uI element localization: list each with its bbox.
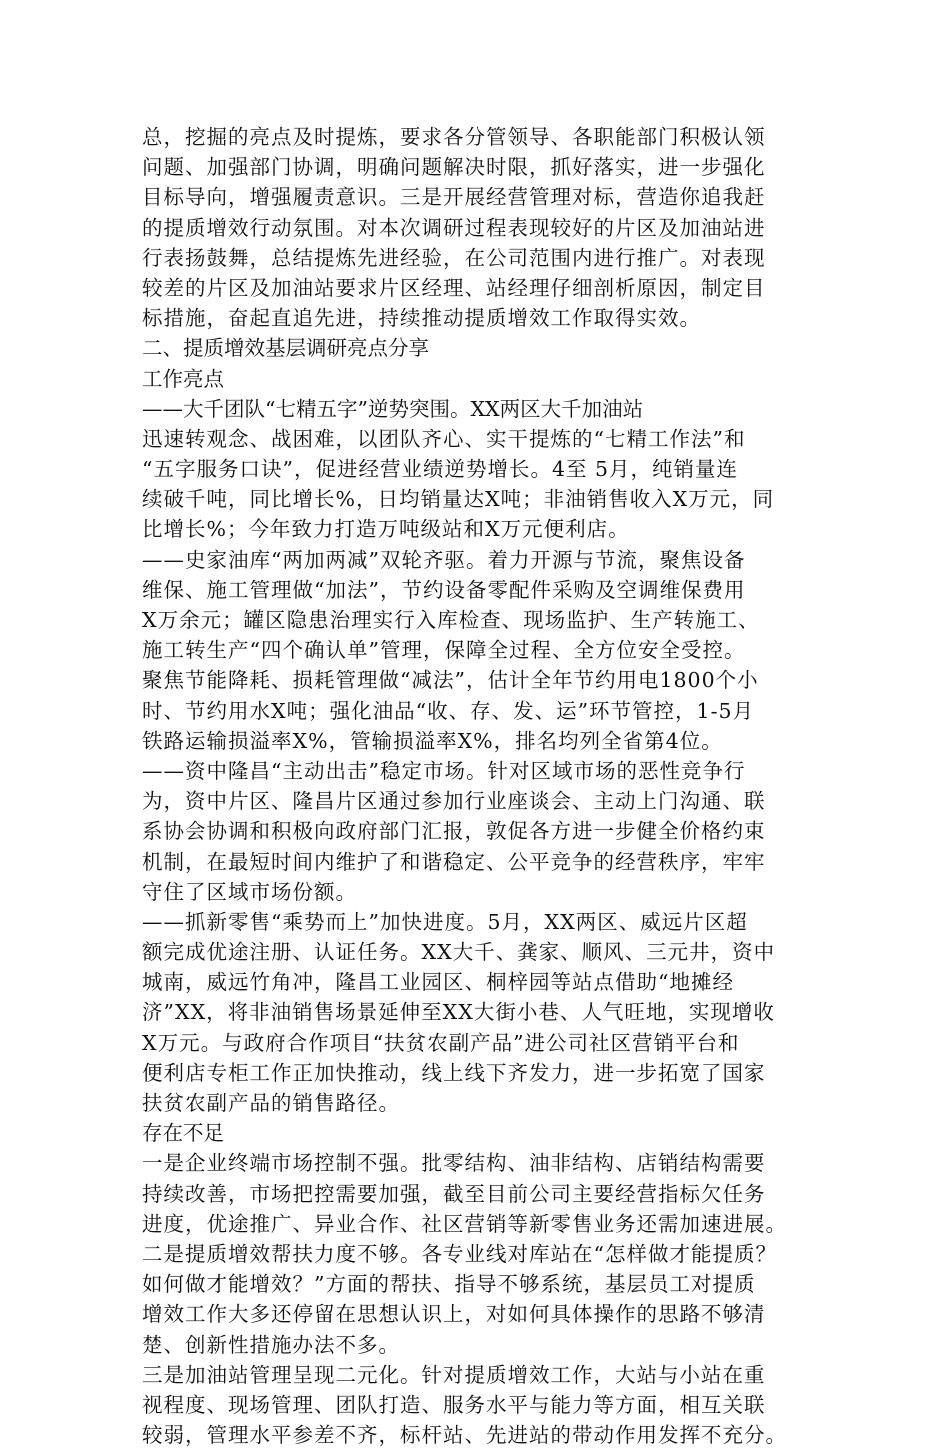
text-line: 系协会协调和积极向政府部门汇报，敦促各方进一步健全价格约束 [142,819,766,844]
subsection-heading: 工作亮点 [142,366,224,391]
text-line: 如何做才能增效？”方面的帮扶、指导不够系统，基层员工对提质 [142,1272,756,1297]
text-line: 一是企业终端市场控制不强。批零结构、油非结构、店销结构需要 [142,1151,766,1176]
text-line: 行表扬鼓舞，总结提炼先进经验，在公司范围内进行推广。对表现 [142,245,766,270]
text-line: 楚、创新性措施办法不多。 [142,1332,400,1357]
text-line: ——资中隆昌“主动出击”稳定市场。针对区域市场的恶性竞争行 [142,758,746,783]
text-line: 持续改善，市场把控需要加强，截至目前公司主要经营指标欠任务 [142,1181,766,1206]
text-line: ——抓新零售“乘势而上”加快进度。5月，XX两区、威远片区超 [142,909,748,934]
text-line: 为，资中片区、隆昌片区通过参加行业座谈会、主动上门沟通、联 [142,789,766,814]
text-line: 比增长%；今年致力打造万吨级站和X万元便利店。 [142,517,630,542]
text-line: 问题、加强部门协调，明确问题解决时限，抓好落实，进一步强化 [142,155,766,180]
subsection-heading: 存在不足 [142,1121,224,1146]
section-heading: 二、提质增效基层调研亮点分享 [142,336,429,361]
text-line: 聚焦节能降耗、损耗管理做“减法”，估计全年节约用电1800个小 [142,668,759,693]
text-line: 续破千吨，同比增长%，日均销量达X吨；非油销售收入X万元，同 [142,487,775,512]
text-line: 的提质增效行动氛围。对本次调研过程表现较好的片区及加油站进 [142,215,766,240]
text-line: X万元。与政府合作项目“扶贫农副产品”进公司社区营销平台和 [142,1030,740,1055]
text-line: 济”XX，将非油销售场景延伸至XX大街小巷、人气旺地，实现增收 [142,1000,775,1025]
text-line: 进度，优途推广、异业合作、社区营销等新零售业务还需加速进展。 [142,1211,787,1236]
text-line: 城南，威远竹角冲，隆昌工业园区、桐梓园等站点借助“地摊经 [142,970,734,995]
text-line: 目标导向，增强履责意识。三是开展经营管理对标，营造你追我赶 [142,185,766,210]
text-line: 较弱，管理水平参差不齐，标杆站、先进站的带动作用发挥不充分。 [142,1423,787,1448]
text-line: 标措施，奋起直追先进，持续推动提质增效工作取得实效。 [142,306,701,331]
text-line: ——史家油库“两加两减”双轮齐驱。着力开源与节流，聚焦设备 [142,547,746,572]
text-line: 额完成优途注册、认证任务。XX大千、龚家、顺风、三元井，资中 [142,940,776,965]
text-line: 时、节约用水X吨；强化油品“收、存、发、运”环节管控，1-5月 [142,698,755,723]
text-line: 三是加油站管理呈现二元化。针对提质增效工作，大站与小站在重 [142,1362,766,1387]
text-line: 增效工作大多还停留在思想认识上，对如何具体操作的思路不够清 [142,1302,766,1327]
text-line: 二是提质增效帮扶力度不够。各专业线对库站在“怎样做才能提质？ [142,1241,777,1266]
text-line: 迅速转观念、战困难，以团队齐心、实干提炼的“七精工作法”和 [142,426,746,451]
text-line: 机制，在最短时间内维护了和谐稳定、公平竞争的经营秩序，牢牢 [142,849,766,874]
text-line: X万余元；罐区隐患治理实行入库检查、现场监护、生产转施工、 [142,608,760,632]
text-line: 扶贫农副产品的销售路径。 [142,1091,400,1115]
text-line: 铁路运输损溢率X%，管输损溢率X%，排名均列全省第4位。 [142,728,723,753]
text-line: 视程度、现场管理、团队打造、服务水平与能力等方面，相互关联 [142,1392,766,1417]
text-line: 总，挖掘的亮点及时提炼，要求各分管领导、各职能部门积极认领 [142,125,766,149]
text-line: 守住了区域市场份额。 [142,879,357,904]
text-line: 便利店专柜工作正加快推动，线上线下齐发力，进一步拓宽了国家 [142,1060,766,1085]
text-line: “五字服务口诀”，促进经营业绩逆势增长。4至 5月，纯销量连 [142,457,739,482]
body-text [142,122,812,1450]
text-line: ——大千团队“七精五字”逆势突围。XX两区大千加油站 [142,396,644,421]
text-line: 维保、施工管理做“加法”，节约设备零配件采购及空调维保费用 [142,577,746,602]
text-line: 较差的片区及加油站要求片区经理、站经理仔细剖析原因，制定目 [142,275,766,300]
text-line: 施工转生产“四个确认单”管理，保障全过程、全方位安全受控。 [142,638,746,663]
